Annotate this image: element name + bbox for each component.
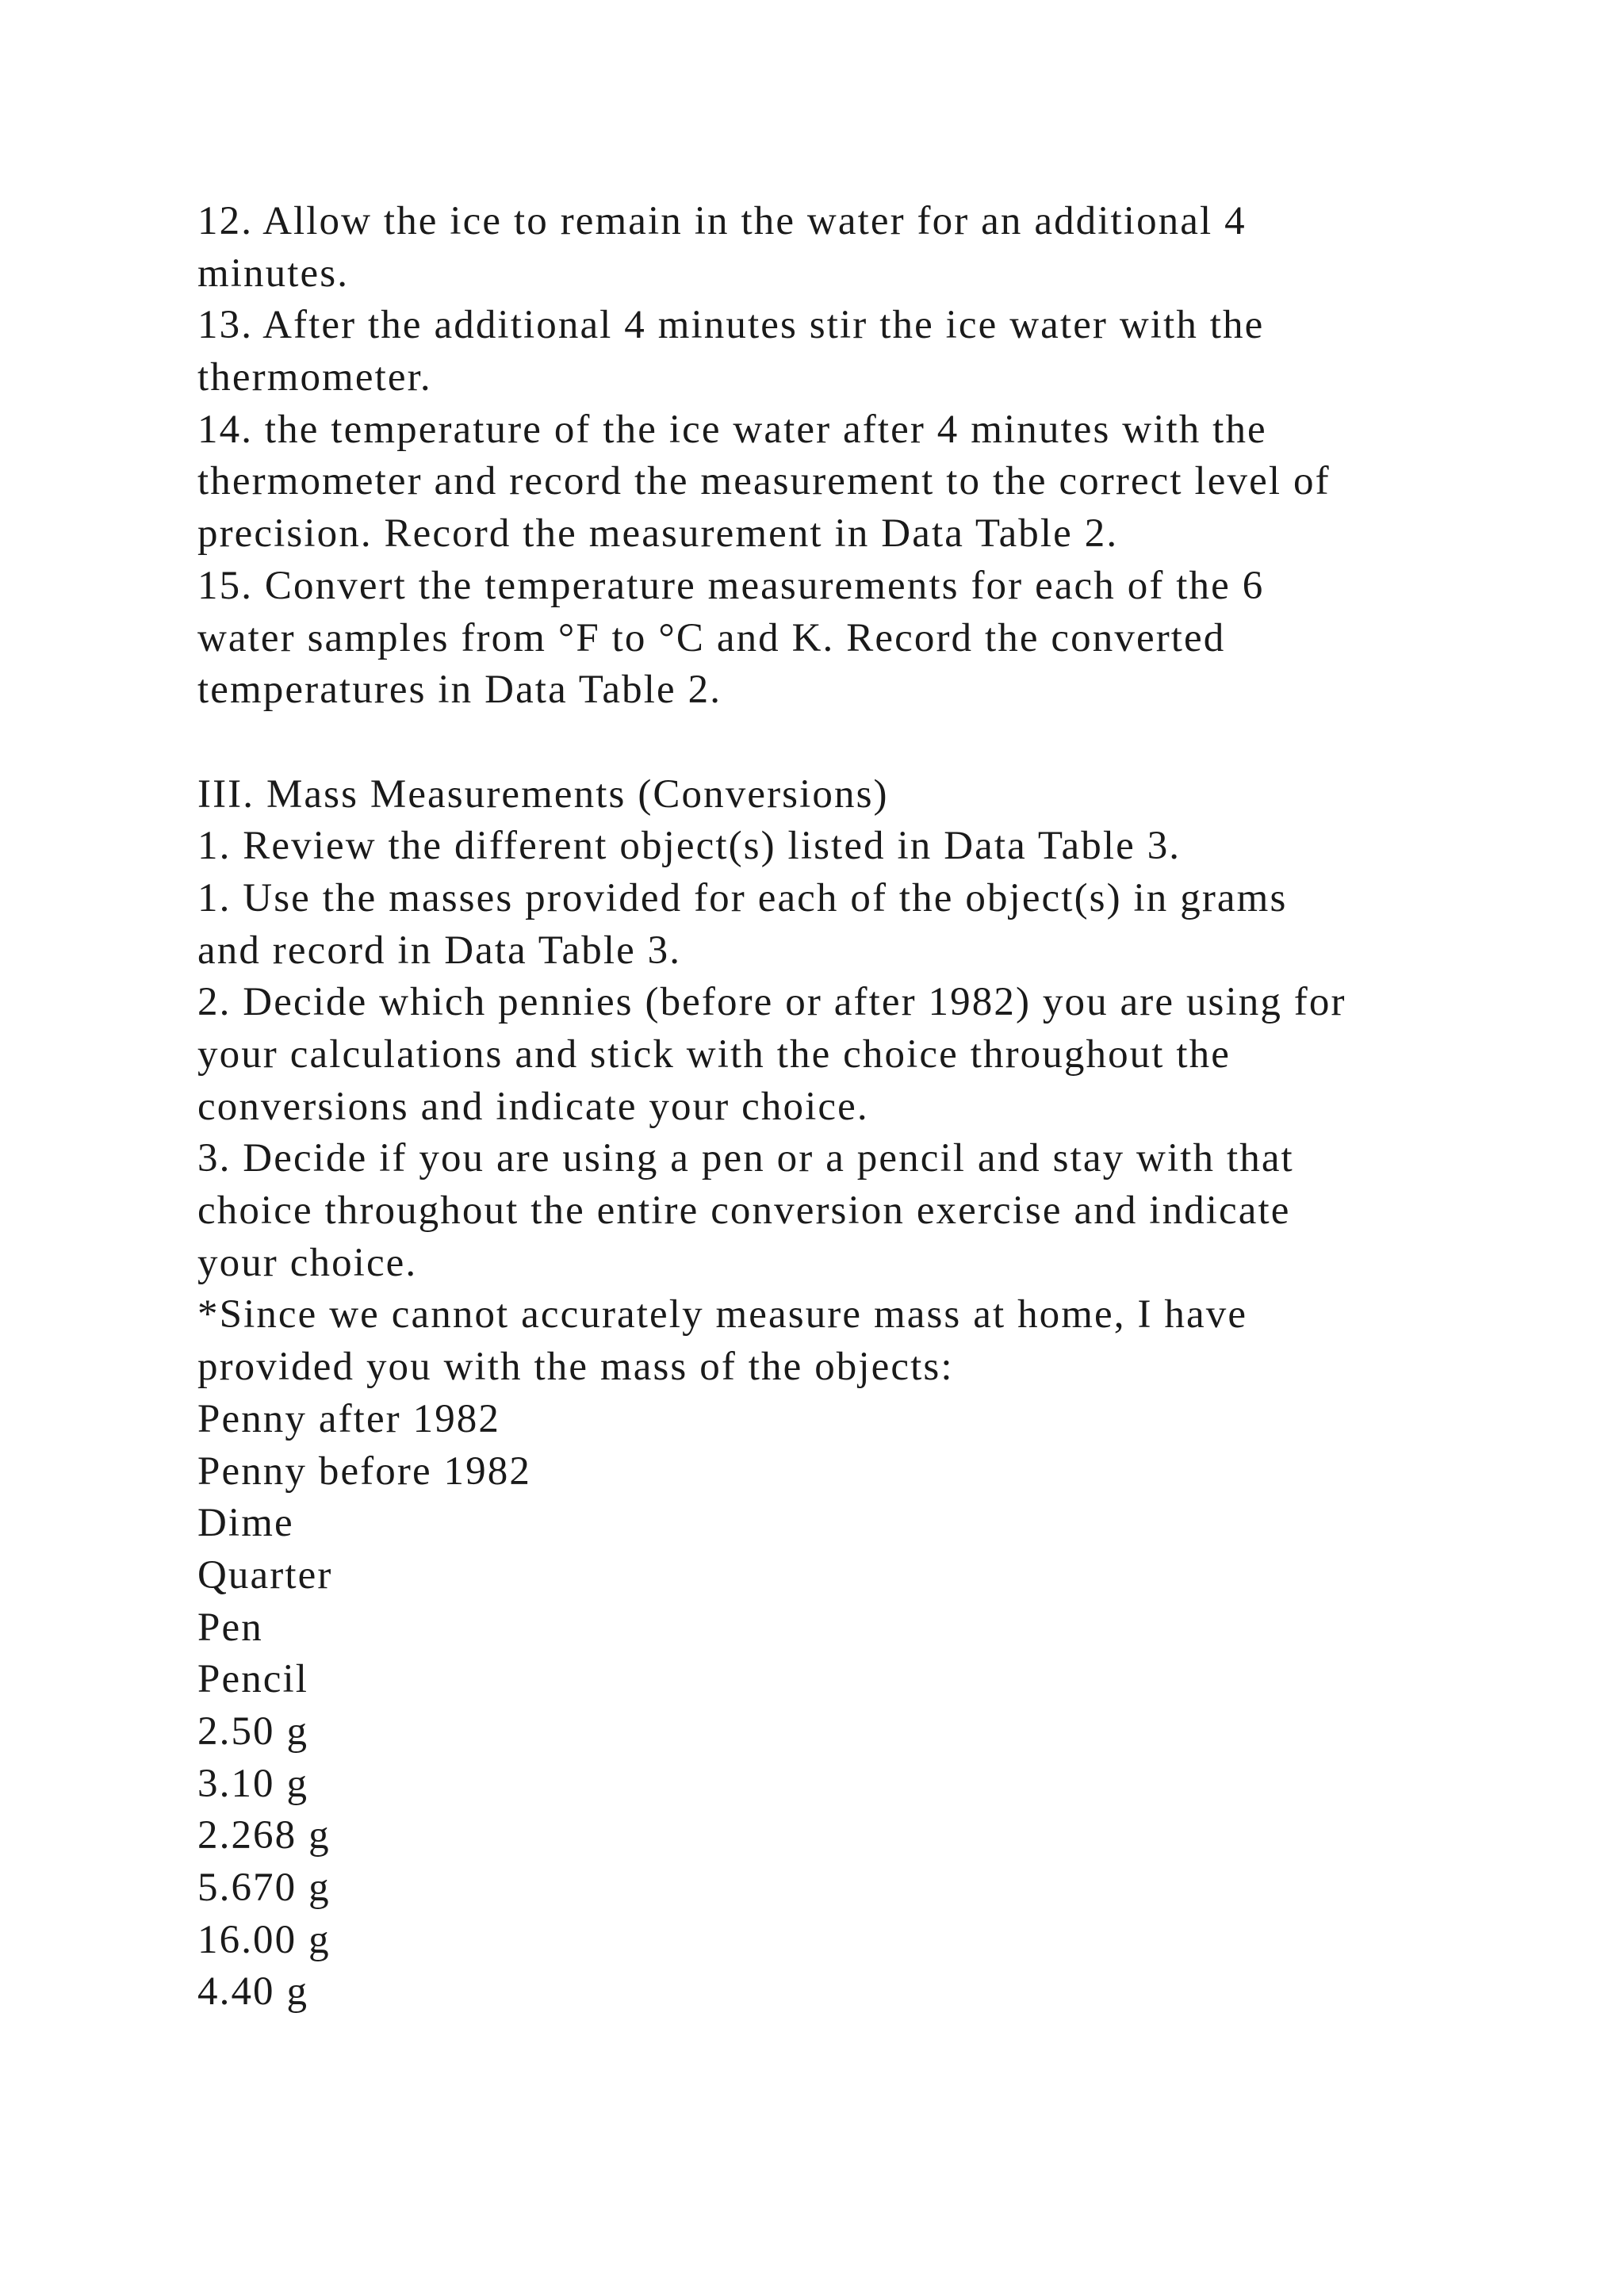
mass-value: 5.670 g — [197, 1866, 331, 1910]
text-line: temperatures in Data Table 2. — [197, 668, 722, 713]
section-heading: III. Mass Measurements (Conversions) — [197, 771, 889, 817]
text-line: provided you with the mass of the objects: — [197, 1345, 954, 1390]
mass-value: 2.50 g — [197, 1709, 309, 1754]
text-line: water samples from °F to °C and K. Record the converted — [197, 615, 1226, 660]
text-line: precision. Record the measurement in Data Table 2. — [197, 511, 1119, 557]
object-name: Pencil — [197, 1657, 309, 1702]
object-name: Quarter — [197, 1552, 333, 1598]
document-body — [197, 196, 1482, 2019]
text-line: 13. After the additional 4 minutes stir the ice water with the — [197, 303, 1265, 348]
text-line: thermometer. — [197, 355, 432, 400]
text-line: *Since we cannot accurately measure mass at home, I have — [197, 1292, 1248, 1337]
text-line: your calculations and stick with the choice throughout the — [197, 1032, 1231, 1077]
text-line: choice throughout the entire conversion exercise and indicate — [197, 1188, 1291, 1234]
text-line: 3. Decide if you are using a pen or a pencil and stay with that — [197, 1136, 1294, 1181]
mass-value: 3.10 g — [197, 1761, 309, 1806]
text-line: 2. Decide which pennies (before or after 1982) you are using for — [197, 980, 1346, 1025]
text-line: minutes. — [197, 251, 350, 296]
text-line: 12. Allow the ice to remain in the water for an additional 4 — [197, 199, 1247, 243]
text-line: thermometer and record the measurement to the correct level of — [197, 459, 1331, 504]
mass-value: 4.40 g — [197, 1969, 309, 2015]
text-line: your choice. — [197, 1240, 418, 1285]
object-name: Penny after 1982 — [197, 1396, 501, 1441]
text-line: 1. Use the masses provided for each of the object(s) in grams — [197, 875, 1288, 920]
text-line: 14. the temperature of the ice water after 4 minutes with the — [197, 407, 1267, 452]
object-name: Penny before 1982 — [197, 1448, 531, 1494]
text-line: and record in Data Table 3. — [197, 928, 682, 973]
object-name: Pen — [197, 1605, 263, 1650]
mass-value: 16.00 g — [197, 1917, 331, 1962]
object-name: Dime — [197, 1501, 294, 1546]
mass-value: 2.268 g — [197, 1813, 331, 1858]
text-line: 1. Review the different object(s) listed in Data Table 3. — [197, 824, 1182, 869]
text-line: 15. Convert the temperature measurements for each of the 6 — [197, 563, 1265, 608]
text-line: conversions and indicate your choice. — [197, 1084, 869, 1129]
blank-line — [197, 717, 1482, 769]
